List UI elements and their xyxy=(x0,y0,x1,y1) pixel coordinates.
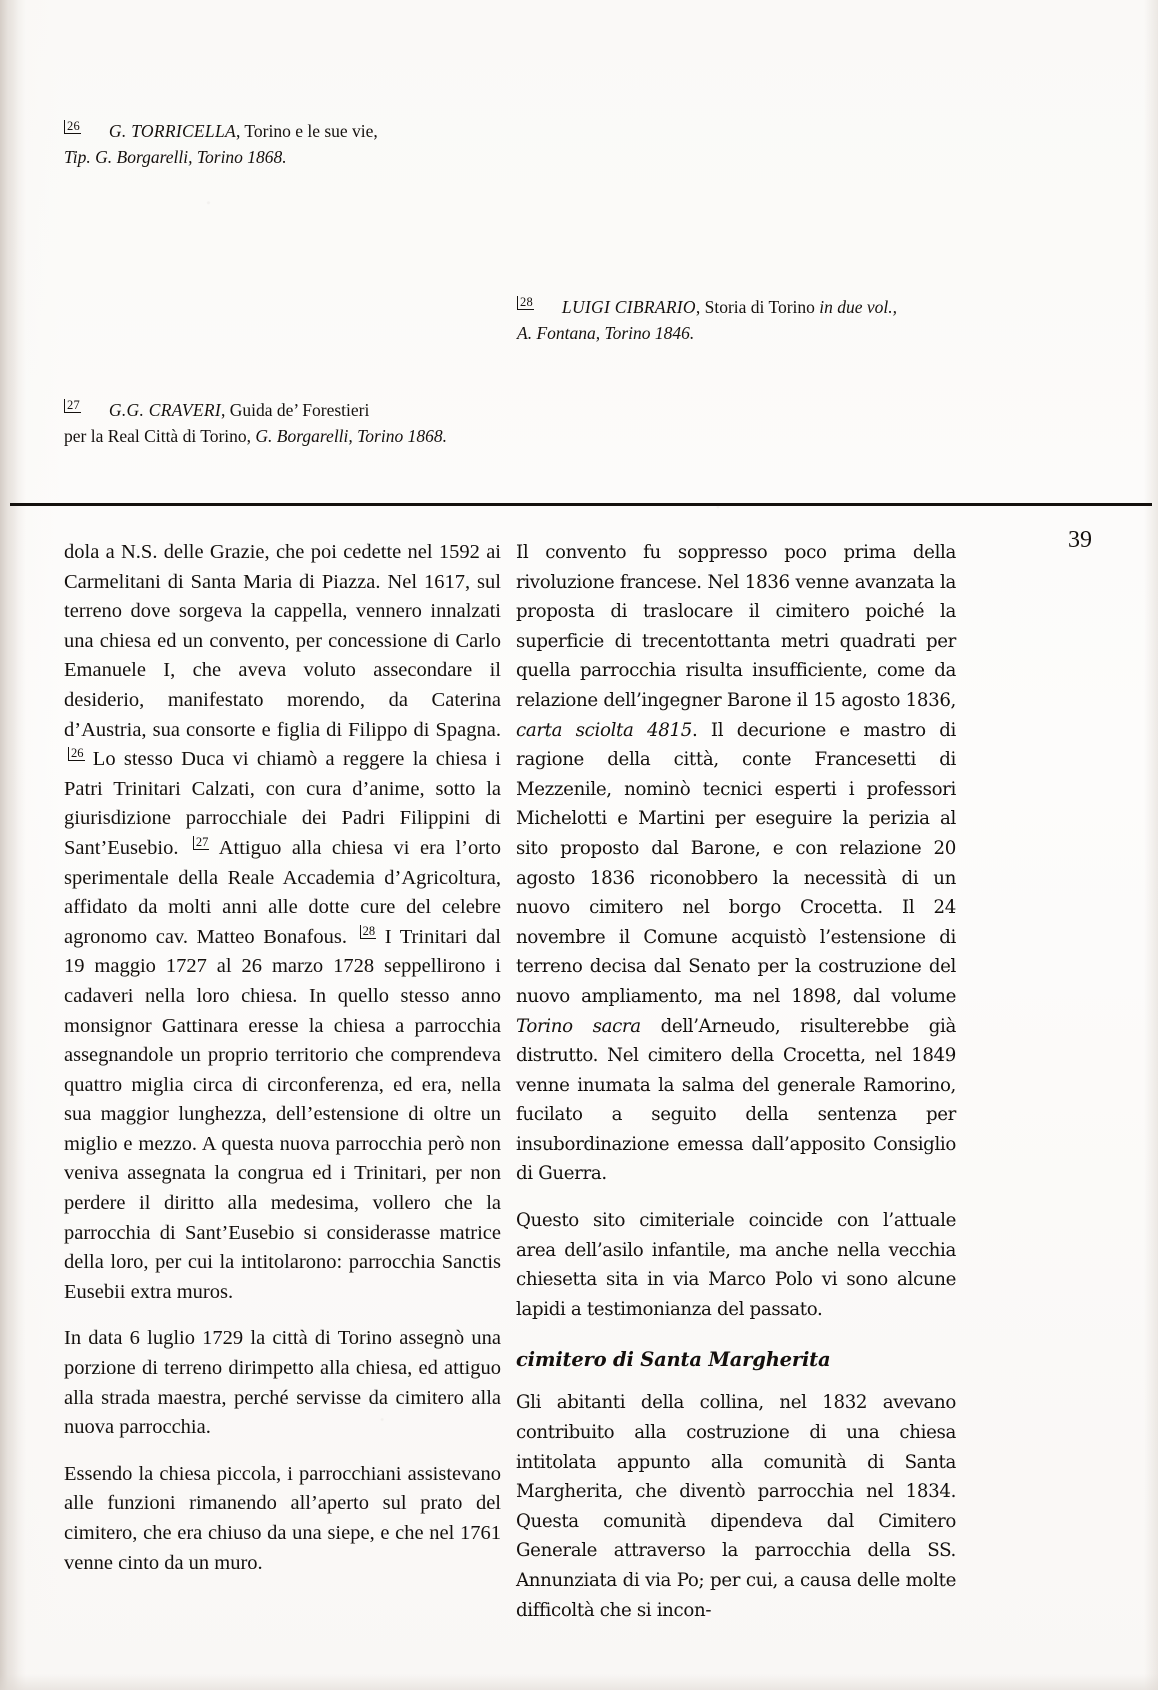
paragraph: Essendo la chiesa piccola, i parrocchiani assistevano alle funzioni rimanendo all’aperto sul prato del cimitero, che era chiuso da una siepe, e che nel 1761 venne cinto da un muro. xyxy=(64,1462,501,1574)
footnote-28-title: , Storia di Torino xyxy=(695,297,820,317)
footnote-26 xyxy=(64,118,524,170)
footnote-27-imprint: G. Borgarelli, Torino 1868. xyxy=(255,426,447,446)
footnote-marker-27: 27 xyxy=(64,399,81,413)
footnote-band xyxy=(0,0,1158,500)
body-column-left xyxy=(64,538,501,1578)
paragraph: Gli abitanti della collina, nel 1832 avevano contribuito alla costruzione di una chiesa intitolata appunto alla comunità di Santa Margherita, che diventò parrocchia nel 1834. Questa comunità dipendeva dal Cimitero Generale attraverso la parrocchia della SS. Annunziata di via Po; per cui, a causa delle molte difficoltà che si incon- xyxy=(516,1392,956,1621)
section-heading: cimitero di Santa Margherita xyxy=(516,1348,831,1372)
scan-edge-bottom xyxy=(0,1674,1158,1690)
footnote-26-imprint: Tip. G. Borgarelli, Torino 1868. xyxy=(64,147,287,167)
paragraph: dola a N.S. delle Grazie, che poi cedette nel 1592 ai Carmelitani di Santa Maria di Piazza. Nel 1617, sul terreno dove sorgeva la cappella, vennero innalzati una chiesa ed un convento, per concessione di Carlo Emanuele I, che aveva voluto assecondare il desiderio, manifestato morendo, da Caterina d’Austria, sua consorte e figlia di Filippo di Spagna. 26 Lo stesso Duca vi chiamò a reggere la chiesa i Patri Trinitari Calzati, con cura d’anime, sotto la giurisdizione parrocchiale dei Padri Filippini di Sant’Eusebio. 27 Attiguo alla chiesa vi era l’orto sperimentale della Reale Accademia d’Agricoltura, affidato da molti anni alle dotte cure del celebre agronomo cav. Matteo Bonafous. 28 I Trinitari dal 19 maggio 1727 al 26 marzo 1728 seppellirono i cadaveri nella loro chiesa. In quello stesso anno monsignor Gattinara eresse la chiesa a parrocchia assegnandole un proprio territorio che comprendeva quattro miglia circa di circonferenza, ed era, nella sua maggior lunghezza, dell’estensione di oltre un miglio e mezzo. A questa nuova parrocchia però non veniva assegnata la congrua ed i Trinitari, per non perdere il diritto alla medesima, vollero che la parrocchia di Sant’Eusebio si considerasse matrice della loro, per cui la intitolarono: parrocchia Sanctis Eusebii extra muros. xyxy=(64,541,501,1303)
footnote-ref-26: 26 xyxy=(68,747,85,761)
italic-citation: carta sciolta 4815 xyxy=(516,719,692,741)
footnote-marker-26: 26 xyxy=(64,120,81,134)
footnote-marker-28: 28 xyxy=(517,296,534,310)
horizontal-rule xyxy=(10,503,1152,506)
footnote-26-author: G. TORRICELLA xyxy=(108,121,236,141)
footnote-26-title: , Torino e le sue vie, xyxy=(235,121,378,141)
body-column-right xyxy=(516,538,956,1625)
paragraph: Il convento fu soppresso poco prima della rivoluzione francese. Nel 1836 venne avanzata la proposta di traslocare il cimitero poiché la superficie di trecentottanta metri quadrati per quella parrocchia risulta insufficiente, come da relazione dell’ingegner Barone il 15 agosto 1836, carta sciolta 4815. Il decurione e mastro di ragione della città, conte Francesetti di Mezzenile, nominò tecnici esperti i professori Michelotti e Martini per eseguire la perizia al sito proposto dal Barone, e con relazione 20 agosto 1836 riconobbero la necessità di un nuovo cimitero nel borgo Crocetta. Il 24 novembre il Comune acquistò l’estensione di terreno decisa dal Senato per la costruzione del nuovo ampliamento, ma nel 1898, dal volume Torino sacra dell’Arneudo, risulterebbe già distrutto. Nel cimitero della Crocetta, nel 1849 venne inumata la salma del generale Ramorino, fucilato a seguito della sentenza per insubordinazione emessa dall’apposito Consiglio di Guerra. xyxy=(516,542,956,1185)
footnote-27-place: per la Real Città di Torino, xyxy=(64,426,256,446)
footnote-ref-28: 28 xyxy=(360,925,377,939)
footnote-27 xyxy=(64,397,534,449)
footnote-ref-27: 27 xyxy=(193,836,210,850)
italic-citation: Torino sacra xyxy=(516,1015,641,1037)
paragraph: In data 6 luglio 1729 la città di Torino assegnò una porzione di terreno dirimpetto alla chiesa, ed attiguo alla strada maestra, perché servisse da cimitero alla nuova parrocchia. xyxy=(64,1327,501,1439)
paragraph: Questo sito cimiteriale coincide con l’attuale area dell’asilo infantile, ma anche nella vecchia chiesetta sita in via Marco Polo vi sono alcune lapidi a testimonianza del passato. xyxy=(516,1210,956,1320)
footnote-28-imprint: A. Fontana, Torino 1846. xyxy=(517,323,695,343)
page-number: 39 xyxy=(1068,527,1092,553)
footnote-28 xyxy=(517,294,987,346)
footnote-28-author: LUIGI CIBRARIO xyxy=(561,297,696,317)
footnote-28-volume-note: in due vol., xyxy=(819,297,898,317)
footnote-27-author: G.G. CRAVERI xyxy=(108,400,221,420)
footnote-27-title: , Guida de’ Forestieri xyxy=(220,400,370,420)
